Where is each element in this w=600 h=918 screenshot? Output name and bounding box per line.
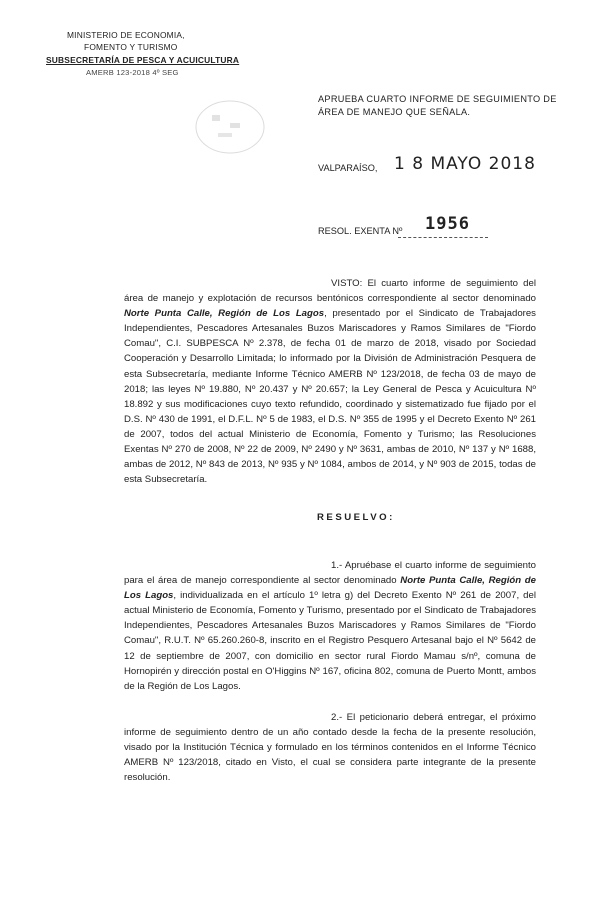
resolution-item-1 [124,558,536,694]
item1-sector-name: Norte Punta Calle, Región de Los Lagos [124,575,537,602]
item1-text-start: 1.- Apruébase el cuarto informe de seguimiento para el área de manejo correspondiente al sector denominado [124,560,536,587]
resuelvo-heading: RESUELVO: [317,512,395,523]
visto-paragraph [124,276,536,487]
item1-text-end: , individualizada en el artículo 1º letra g) del Decreto Exento Nº 261 de 2007, del actual Ministerio de Economía, Fomento y Turismo, presentado por el Sindicato de Trabajadores Independientes, Pescadores Artesanales Buzos Mariscadores y Ramos Similares de "Fiordo Comau", R.U.T. Nº 65.260.260-8, inscrito en el Registro Pesquero Artesanal bajo el Nº 5642 de 12 de septiembre de 2007, con domicilio en sector rural Fiordo Mamau s/nº, comuna de Hornopirén y dirección postal en O'Higgins Nº 167, oficina 802, comuna de Puerto Montt, ambos de la Región de Los Lagos. [124,590,536,692]
reference-code: AMERB 123-2018 4º SEG [86,68,179,77]
ministry-name: MINISTERIO DE ECONOMIA, [67,30,185,40]
resolution-title: APRUEBA CUARTO INFORME DE SEGUIMIENTO DE ÁREA DE MANEJO QUE SEÑALA. [318,94,557,117]
place-label: VALPARAÍSO, [318,163,378,173]
faint-seal-stamp [190,95,270,160]
resolution-item-2: 2.- El peticionario deberá entregar, el próximo informe de seguimiento dentro de un año contado desde la fecha de la presente resolución, visado por la Institución Técnica y formulado en los términos contenidos en el Informe Técnico AMERB Nº 123/2018, citado en Visto, el cual se considera parte integrante de la presente resolución. [124,712,536,784]
resolution-date-stamp: 1 8 MAYO 2018 [394,154,536,174]
resolution-number: 1956 [425,214,470,234]
visto-text-end: , presentado por el Sindicato de Trabajadores Independientes, Pescadores Artesanales Buzos Mariscadores y Ramos Similares de "Fiordo Comau", C.I. SUBPESCA Nº 2.378, de fecha 01 de marzo de 2018, visado por Sociedad Cooperación y Desarrollo Limitada; lo informado por la División de Administración Pesquera de esta Subsecretaría, mediante Informe Técnico AMERB Nº 123/2018, de fecha 03 de mayo de 2018; las leyes Nº 19.880, Nº 20.437 y Nº 20.657; la Ley General de Pesca y Acuicultura Nº 18.892 y sus modificaciones cuyo texto refundido, coordinado y sistematizado fue fijado por el D.S. Nº 430 de 1991, el D.F.L. Nº 5 de 1983, el D.S. Nº 355 de 1995 y el Decreto Exento Nº 261 de 2007, todos del actual Ministerio de Economía, Fomento y Turismo; las Resoluciones Exentas Nº 270 de 2008, Nº 22 de 2009, Nº 2490 y Nº 3631, ambas de 2010, Nº 137 y Nº 1688, ambas de 2012, Nº 843 de 2013, Nº 935 y Nº 1084, ambos de 2014, y Nº 903 de 2015, todas de esta Subsecretaría. [124,308,536,486]
resolution-label: RESOL. EXENTA Nº [318,226,403,236]
ministry-subname: FOMENTO Y TURISMO [84,42,178,52]
resolution-underline [398,237,488,238]
visto-text-start: VISTO: El cuarto informe de seguimiento del área de manejo y explotación de recursos bentónicos correspondiente al sector denominado [124,278,536,305]
subsecretary-name: SUBSECRETARÍA DE PESCA Y ACUICULTURA [46,55,240,65]
visto-sector-name: Norte Punta Calle, Región de Los Lagos [124,308,325,320]
